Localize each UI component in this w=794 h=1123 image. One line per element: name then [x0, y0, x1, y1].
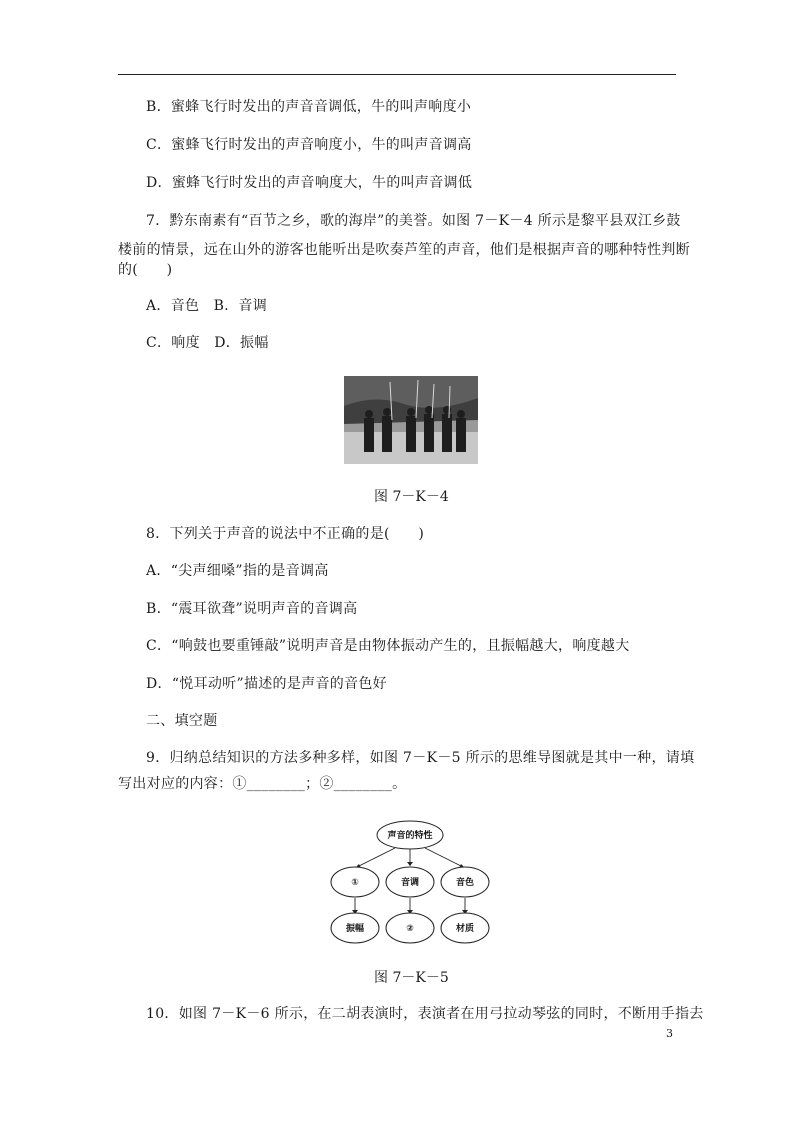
q7-stem-line2: 楼前的情景，远在山外的游客也能听出是吹奏芦笙的声音，他们是根据声音的哪种特性判断 [118, 242, 690, 258]
figure-photo-performers [344, 376, 478, 464]
mindmap-arrowhead [407, 862, 413, 866]
mindmap-l1-label: 音色 [455, 878, 475, 888]
mindmap-l2-label: 振幅 [345, 924, 365, 934]
page-number: 3 [666, 1027, 673, 1040]
q8-stem: 8．下列关于声音的说法中不正确的是( ) [146, 526, 425, 542]
mindmap-edge [355, 848, 395, 868]
q8-option-a: A．“尖声细嗓”指的是音调高 [146, 563, 329, 579]
q7-stem-line3: 的( ) [118, 262, 173, 278]
q9-stem-line1: 9．归纳总结知识的方法多种多样，如图 7－K－5 所示的思维导图就是其中一种，请填 [146, 750, 695, 766]
mindmap-l1-label: ① [351, 878, 359, 888]
mindmap-edge [425, 848, 465, 868]
q10-stem-line1: 10．如图 7－K－6 所示，在二胡表演时，表演者在用弓拉动琴弦的同时，不断用手指去 [146, 1006, 704, 1022]
q7-options-row1: A．音色 B．音调 [146, 298, 268, 314]
header-rule [118, 74, 676, 75]
q6-option-d: D．蜜蜂飞行时发出的声音响度大，牛的叫声音调低 [146, 175, 473, 191]
mindmap-l2-label: ② [406, 924, 414, 934]
q9-stem-line2: 写出对应的内容：①________；②________。 [118, 776, 407, 792]
q6-option-c: C．蜜蜂飞行时发出的声音响度小，牛的叫声音调高 [146, 137, 472, 153]
figure-caption-7-k-4: 图 7－K－4 [374, 489, 449, 505]
q7-stem-line1: 7．黔东南素有“百节之乡，歌的海岸”的美誉。如图 7－K－4 所示是黎平县双江乡鼓 [146, 213, 681, 229]
mindmap-diagram [325, 818, 495, 948]
section-title-fill-in: 二、填空题 [146, 713, 218, 729]
q8-option-c: C．“响鼓也要重锤敲”说明声音是由物体振动产生的，且振幅越大，响度越大 [146, 638, 630, 654]
mindmap-root-label: 声音的特性 [387, 831, 433, 841]
mindmap-l2-label: 材质 [455, 924, 475, 934]
q8-option-b: B．“震耳欲聋”说明声音的音调高 [146, 601, 358, 617]
q8-option-d: D．“悦耳动听”描述的是声音的音色好 [146, 676, 387, 692]
q7-options-row2: C．响度 D．振幅 [146, 335, 269, 351]
q6-option-b: B．蜜蜂飞行时发出的声音音调低，牛的叫声响度小 [146, 99, 472, 115]
mindmap-l1-label: 音调 [400, 878, 420, 888]
figure-caption-7-k-5: 图 7－K－5 [374, 970, 449, 986]
